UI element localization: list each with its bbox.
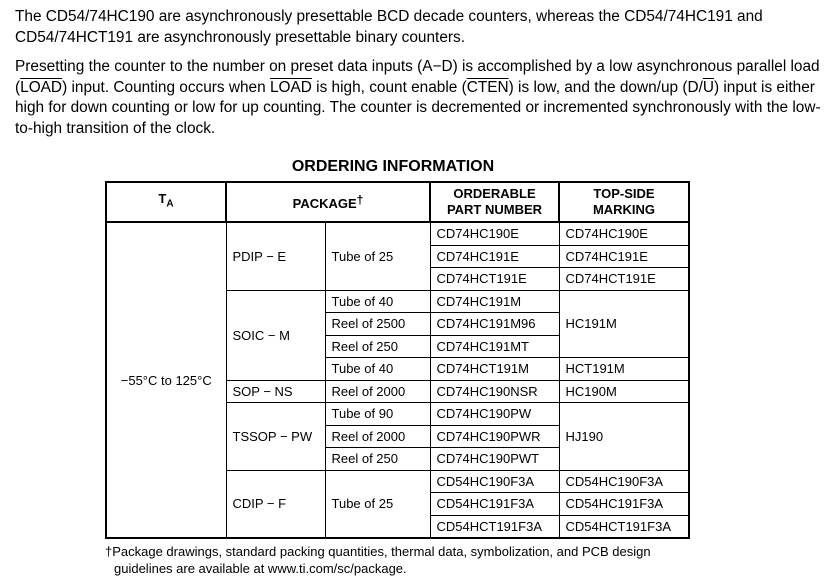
part-cell: CD74HC190PWR [430, 425, 559, 448]
qty-cell: Tube of 40 [325, 290, 430, 313]
part-cell: CD74HC191MT [430, 335, 559, 358]
footnote-dagger: † [105, 544, 113, 559]
header-orderable: ORDERABLE PART NUMBER [430, 182, 559, 222]
package-cell: CDIP − F [226, 470, 325, 538]
u-signal: $\overline{U}$ [702, 78, 714, 96]
qty-cell: Reel of 250 [325, 448, 430, 471]
part-cell: CD74HC190PW [430, 403, 559, 426]
qty-cell: Tube of 25 [325, 222, 430, 290]
header-package: PACKAGE† [226, 182, 430, 222]
header-marking: TOP-SIDE MARKING [559, 182, 689, 222]
marking-cell: CD54HCT191F3A [559, 515, 689, 538]
p2-text-3: is high, count enable ( [311, 78, 467, 96]
part-cell: CD74HC191M96 [430, 313, 559, 336]
description-paragraph-1: The CD54/74HC190 are asynchronously presettable BCD decade counters, whereas the CD54/74HC191 and CD54/74HCT191 are asynchronously presettable binary counters. [15, 8, 763, 46]
qty-cell: Reel of 2500 [325, 313, 430, 336]
part-cell: CD74HC191E [430, 245, 559, 268]
part-cell: CD54HC190F3A [430, 470, 559, 493]
package-cell: PDIP − E [226, 222, 325, 290]
p2-text-5: ) input is either high for down counting or low for up counting. The counter is decremented or incremented synchronously with the low-to-high transition of the clock. [15, 78, 821, 137]
part-cell: CD74HCT191E [430, 268, 559, 291]
marking-cell: CD74HC190E [559, 222, 689, 245]
qty-cell: Tube of 25 [325, 470, 430, 538]
p2-text-1: Presetting the counter to the number on preset data inputs (A−D) is accomplished by a low asynchronous parallel load ( [15, 58, 820, 96]
marking-cell: CD54HC191F3A [559, 493, 689, 516]
ordering-info-title: ORDERING INFORMATION [291, 158, 495, 175]
header-ta: $T_A$ [106, 182, 226, 222]
marking-cell: CD74HC191E [559, 245, 689, 268]
description-paragraph-2 [15, 57, 827, 139]
part-cell: CD74HC190PWT [430, 448, 559, 471]
marking-cell: HCT191M [559, 358, 689, 381]
qty-cell: Reel of 2000 [325, 380, 430, 403]
load-signal: LOAD [20, 78, 63, 96]
table-header-row [106, 182, 689, 222]
part-cell: CD54HC191F3A [430, 493, 559, 516]
temp-range-cell: −55°C to 125°C [106, 222, 226, 538]
qty-cell: Reel of 2000 [325, 425, 430, 448]
qty-cell: Tube of 90 [325, 403, 430, 426]
package-cell: SOIC − M [226, 290, 325, 380]
package-cell: SOP − NS [226, 380, 325, 403]
p2-text-2: ) input. Counting occurs when [62, 78, 270, 96]
marking-cell: HC190M [559, 380, 689, 403]
load-signal-2: LOAD [269, 78, 312, 96]
marking-cell: HJ190 [559, 403, 689, 471]
marking-cell: CD74HCT191E [559, 268, 689, 291]
part-cell: CD74HCT191M [430, 358, 559, 381]
qty-cell: Reel of 250 [325, 335, 430, 358]
package-cell: TSSOP − PW [226, 403, 325, 471]
marking-cell: HC191M [559, 290, 689, 358]
p2-text-4: ) is low, and the down/up (D/ [508, 78, 703, 96]
qty-cell: Tube of 40 [325, 358, 430, 381]
footnote-line-1: Package drawings, standard packing quantities, thermal data, symbolization, and PCB design [112, 544, 651, 559]
table-row [106, 222, 689, 245]
cten-signal: CTEN [466, 78, 509, 96]
part-cell: CD74HC190NSR [430, 380, 559, 403]
marking-cell: CD54HC190F3A [559, 470, 689, 493]
footnote-line-2: guidelines are available at www.ti.com/sc/package. [114, 561, 407, 576]
part-cell: CD54HCT191F3A [430, 515, 559, 538]
ordering-table [105, 181, 690, 539]
part-cell: CD74HC190E [430, 222, 559, 245]
part-cell: CD74HC191M [430, 290, 559, 313]
footnote [105, 543, 705, 577]
